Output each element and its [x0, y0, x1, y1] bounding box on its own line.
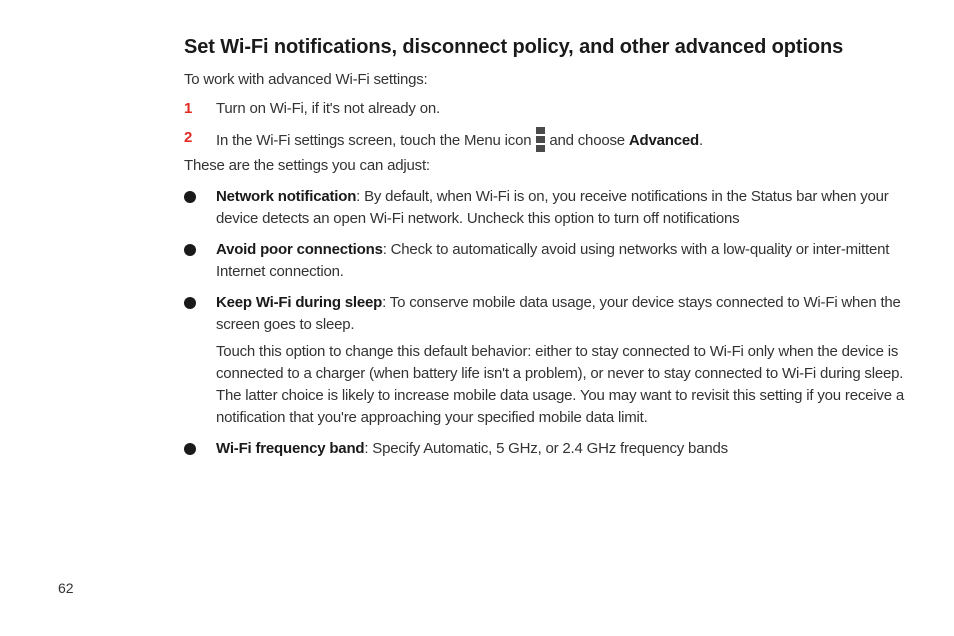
bullet-description: : Check to automatically avoid using networks with a low-quality or inter-mittent Internet connection. [216, 241, 890, 280]
advanced-label: Advanced [628, 132, 699, 149]
page-number: 62 [58, 580, 74, 596]
section-heading: Set Wi-Fi notifications, disconnect policy, and other advanced options [184, 36, 844, 58]
step-text-after: and choose [549, 132, 625, 149]
bullet-description: : By default, when Wi-Fi is on, you receive notifications in the Status bar when your device detects an open Wi-Fi network. Uncheck this option to turn off notifications [216, 188, 889, 227]
step-text: Turn on Wi-Fi, if it's not already on. [216, 100, 440, 117]
bullet-description: : Specify Automatic, 5 GHz, or 2.4 GHz frequency bands [364, 440, 728, 457]
settings-intro-text: These are the settings you can adjust: [184, 157, 430, 174]
keep-wifi-detail-text: Touch this option to change this default behavior: either to stay connected to Wi-Fi only when the device is connected to a charger (when battery life isn't a problem), or never to stay connected to Wi-Fi during sleep. The latter choice is likely to increase mobile data usage. You may want to revisit this setting if you receive a notification that you're approaching your specified mobile data limit. [216, 343, 904, 426]
step-text-before: In the Wi-Fi settings screen, touch the Menu icon [216, 132, 532, 149]
step-text [216, 127, 703, 153]
intro-text: To work with advanced Wi-Fi settings: [184, 71, 428, 88]
step-number: 1 [184, 100, 193, 117]
bullet-text [216, 186, 910, 230]
step-text-end: . [699, 132, 703, 149]
bullet-icon [184, 443, 196, 455]
bullet-text [216, 438, 910, 460]
bullet-wifi-frequency-band [184, 438, 914, 460]
bullet-icon [184, 297, 196, 309]
bullet-text [216, 239, 910, 283]
bullet-term: Wi-Fi frequency band [216, 440, 365, 457]
step-number: 2 [184, 129, 193, 146]
bullet-text [216, 292, 910, 336]
bullet-description: : To conserve mobile data usage, your device stays connected to Wi-Fi when the screen goes to sleep. [216, 294, 901, 333]
bullet-keep-wifi-during-sleep [184, 292, 914, 336]
bullet-term: Avoid poor connections [216, 241, 383, 258]
bullet-icon [184, 244, 196, 256]
bullet-avoid-poor-connections [184, 239, 914, 283]
menu-icon [536, 127, 545, 153]
bullet-icon [184, 191, 196, 203]
bullet-term: Keep Wi-Fi during sleep [216, 294, 383, 311]
bullet-network-notification [184, 186, 914, 230]
bullet-term: Network notification [216, 188, 357, 205]
